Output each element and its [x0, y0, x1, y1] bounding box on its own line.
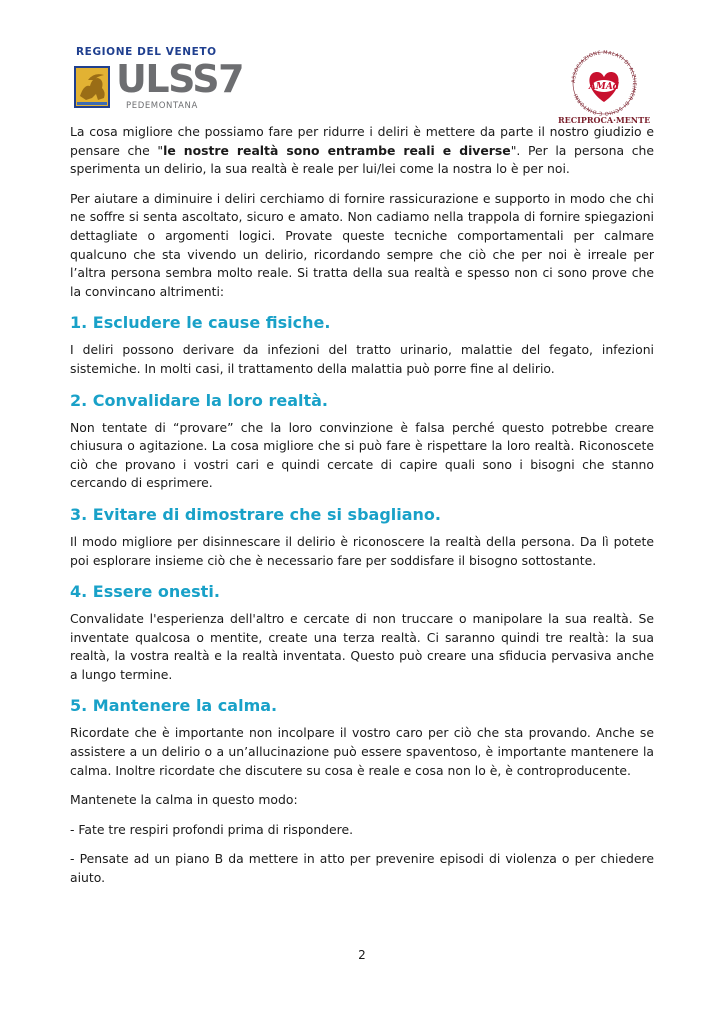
section-paragraph: Il modo migliore per disinnescare il delirio è riconoscere la realtà della persona. Da lì potete poi esplorare insieme ciò che è necessario fare per soddisfare il bisogno sottostante. — [70, 533, 654, 568]
ulss-name: ULSS7 — [116, 57, 244, 101]
amad-circle-emblem — [566, 50, 642, 116]
amad-center-text: AMAd — [588, 82, 620, 92]
section-paragraph: Convalidate l'esperienza dell'altro e cercate di non truccare o manipolare la sua realtà. Se inventate qualcosa o mentite, create una terza realtà. Ci saranno quindi tre realtà: la sua realtà, la vostra realtà e la realtà inventata. Questo può creare una sfiducia pervasiva anche a lungo termine. — [70, 611, 654, 682]
section-heading: 1. Escludere le cause fisiche. — [70, 313, 331, 333]
calm-intro: Mantenete la calma in questo modo: — [70, 792, 298, 808]
section-heading: 3. Evitare di dimostrare che si sbagliano. — [70, 504, 441, 524]
list-item: - Fate tre respiri profondi prima di rispondere. — [70, 821, 354, 837]
intro-text-end: ". Per la persona che sperimenta un delirio, la sua realtà è reale per lui/lei come la nostra lo è per noi. — [70, 142, 655, 177]
amad-circle-text: ASSOCIAZIONE MALATI DI ALZHEIMER DI SCHIO E DINTORNI — [570, 50, 638, 116]
section-paragraph: Non tentate di “provare” che la loro convinzione è falsa perché questo potrebbe creare chiusura o agitazione. La cosa migliore che si può fare è rispettare la loro realtà. Riconoscete ciò che provano i vostri cari e quindi cercate di capire quali sono i bisogni che stanno cercando di esprimere. — [70, 419, 654, 491]
intro-emphasis: le nostre realtà sono entrambe reali e diverse — [163, 142, 511, 158]
lion-of-saint-mark-icon — [74, 66, 110, 108]
intro-paragraph-1 — [70, 123, 654, 179]
intro-paragraph-2: Per aiutare a diminuire i deliri cerchiamo di fornire rassicurazione e supporto in modo che chi ne soffre si senta ascoltato, sicuro e amato. Non cadiamo nella trappola di fornire spiegazioni dettagliate o argomenti logici. Provate queste tecniche comportamentali per calmare qualcuno che sta vivendo un delirio, ricordando sempre che ciò che per noi è irreale per l’altra persona sembra molto reale. Si tratta della sua realtà e spesso non ci sono prove che la convincano altrimenti: — [70, 190, 654, 299]
ulss-subtitle: PEDEMONTANA — [126, 101, 198, 111]
list-item: - Pensate ad un piano B da mettere in atto per prevenire episodi di violenza o per chiedere aiuto. — [70, 851, 654, 886]
ulss7-logo — [74, 46, 244, 124]
region-name: REGIONE DEL VENETO — [76, 46, 217, 58]
page-number: 2 — [358, 948, 366, 962]
amad-tagline: RECIPROCA·MENTE — [558, 115, 651, 125]
section-paragraph: Ricordate che è importante non incolpare il vostro caro per ciò che sta provando. Anche se assistere a un delirio o a un’allucinazione può essere spaventoso, è importante mantenere la calma. Inoltre ricordate che discutere su cosa è reale e cosa non lo è, è controproducente. — [70, 725, 654, 778]
section-heading: 4. Essere onesti. — [70, 582, 220, 602]
amad-logo — [558, 50, 650, 132]
section-heading: 5. Mantenere la calma. — [70, 696, 278, 716]
section-paragraph: I deliri possono derivare da infezioni del tratto urinario, malattie del fegato, infezioni sistemiche. In molti casi, il trattamento della malattia può porre fine al delirio. — [70, 342, 654, 376]
section-heading: 2. Convalidare la loro realtà. — [70, 390, 328, 410]
intro-text-start: La cosa migliore che possiamo fare per ridurre i deliri è mettere da parte il nostro giudizio e pensare che " — [70, 124, 654, 158]
document-body — [70, 123, 654, 899]
